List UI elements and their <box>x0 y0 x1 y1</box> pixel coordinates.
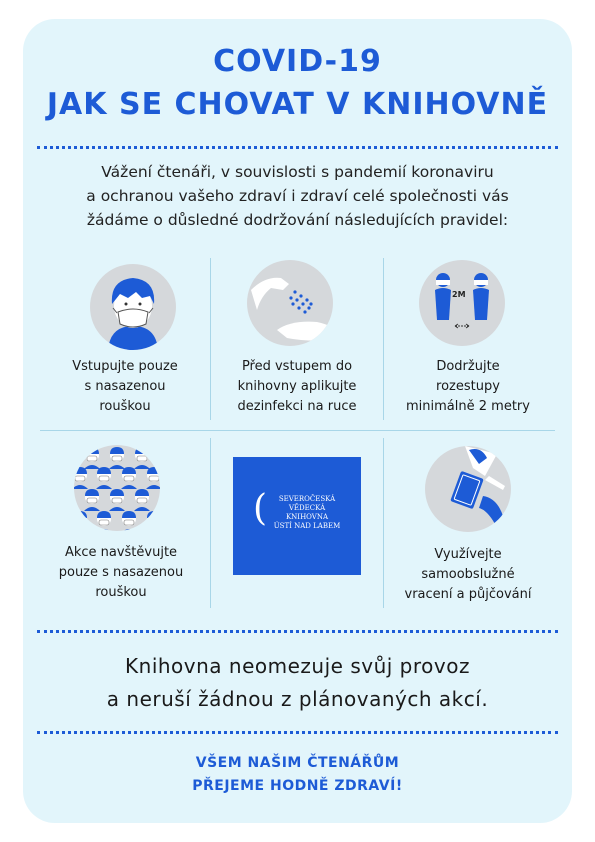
rule-text: Vstupujte pouze s nasazenou rouškou <box>72 359 178 414</box>
rule-text: Využívejte samoobslužné vracení a půjčování <box>404 547 532 602</box>
distancing-icon <box>419 260 505 346</box>
grid-divider <box>40 430 555 431</box>
intro-text <box>40 160 555 232</box>
closing-wish: VŠEM NAŠIM ČTENÁŘŮM PŘEJEME HODNĚ ZDRAVÍ! <box>192 755 403 794</box>
self-service-book-icon <box>425 446 511 532</box>
grid-divider <box>210 258 211 420</box>
poster-title: COVID-19 <box>213 44 382 79</box>
dotted-divider <box>37 146 558 149</box>
rule-text: Akce navštěvujte pouze s nasazenou rouškou <box>58 545 184 600</box>
poster-subtitle: JAK SE CHOVAT V KNIHOVNĚ <box>46 87 549 122</box>
library-logo <box>233 457 361 575</box>
masked-face-icon <box>90 264 176 350</box>
hand-sanitizer-icon <box>247 260 333 346</box>
dotted-divider <box>37 630 558 633</box>
distance-label: 2M <box>452 290 466 299</box>
intro-line: Vážení čtenáři, v souvislosti s pandemií koronaviru <box>101 163 494 181</box>
logo-text: SEVEROČESKÁ VĚDECKÁ KNIHOVNA ÚSTÍ NAD LABEM <box>273 495 341 530</box>
rule-text: Dodržujte rozestupy minimálně 2 metry <box>406 359 530 414</box>
crowd-masks-icon <box>74 445 160 531</box>
intro-line: žádáme o důsledné dodržování následujících pravidel: <box>86 211 509 229</box>
grid-divider <box>210 438 211 608</box>
rule-text: Před vstupem do knihovny aplikujte dezinfekci na ruce <box>237 359 357 414</box>
logo-bracket: ( <box>253 488 268 529</box>
intro-line: a ochranou vašeho zdraví i zdraví celé společnosti vás <box>86 187 509 205</box>
footer-message: Knihovna neomezuje svůj provoz a neruší žádnou z plánovaných akcí. <box>106 654 489 711</box>
dotted-divider <box>37 731 558 734</box>
